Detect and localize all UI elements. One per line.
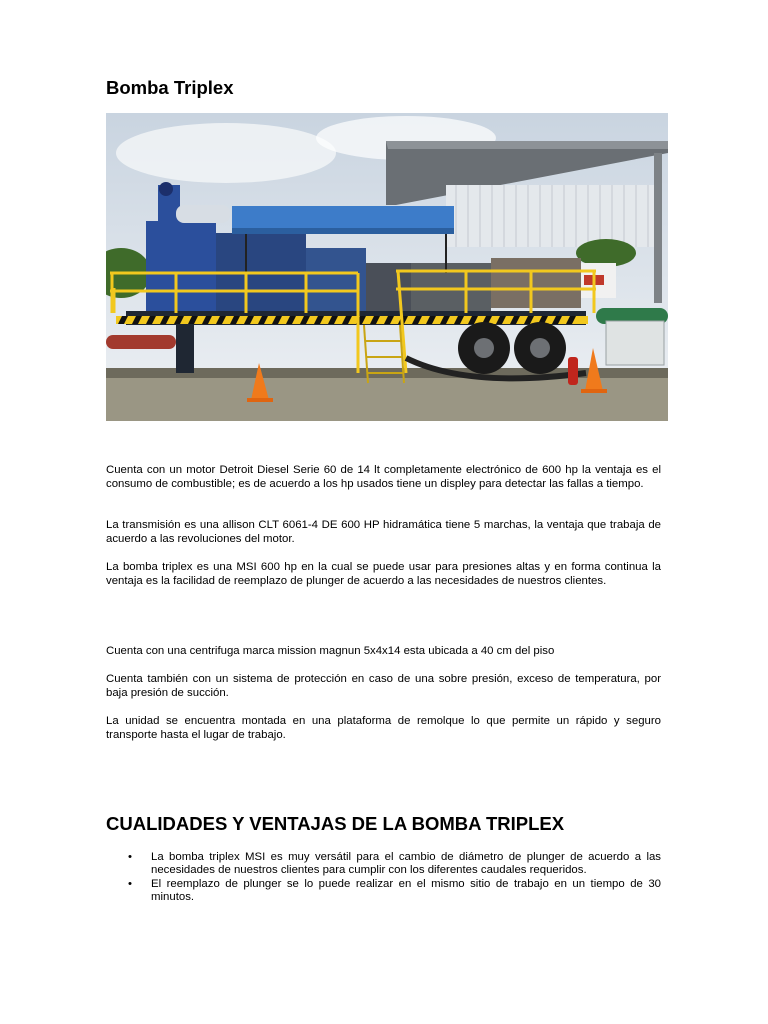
list-item — [106, 878, 661, 905]
section-heading: CUALIDADES Y VENTAJAS DE LA BOMBA TRIPLEX — [106, 813, 565, 834]
pump-unit-photo — [106, 113, 668, 421]
bullet-icon: • — [128, 877, 132, 890]
page-title: Bomba Triplex — [106, 77, 234, 98]
paragraph-triplex-pump: La bomba triplex es una MSI 600 hp en la cual se puede usar para presiones altas y en forma continua la ventaja es la facilidad de reemplazo de plunger de acuerdo a las necesidades de nuestros clientes. — [106, 561, 661, 587]
paragraph-engine: Cuenta con un motor Detroit Diesel Serie 60 de 14 lt completamente electrónico de 600 hp la ventaja es el consumo de combustible; es de acuerdo a los hp usados tiene un displey para detectar las fallas a tiempo. — [106, 464, 661, 490]
paragraph-trailer: La unidad se encuentra montada en una plataforma de remolque lo que permite un rápido y seguro transporte hasta el lugar de trabajo. — [106, 715, 661, 741]
list-item-text: La bomba triplex MSI es muy versátil para el cambio de diámetro de plunger de acuerdo a las necesidades de nuestros clientes para cumplir con los diferentes caudales requeridos. — [151, 851, 661, 877]
bullet-icon: • — [128, 851, 132, 863]
paragraph-centrifuge: Cuenta con una centrifuga marca mission magnun 5x4x14 esta ubicada a 40 cm del piso — [106, 645, 555, 657]
list-item-text: El reemplazo de plunger se lo puede realizar en el mismo sitio de trabajo en un tiempo de 30 minutos. — [151, 877, 661, 904]
paragraph-transmission: La transmisión es una allison CLT 6061-4 DE 600 HP hidramática tiene 5 marchas, la ventaja que trabaja de acuerdo a las revoluciones del motor. — [106, 519, 661, 545]
advantages-list — [106, 851, 661, 905]
paragraph-protection: Cuenta también con un sistema de protección en caso de una sobre presión, exceso de temperatura, por baja presión de succión. — [106, 673, 661, 699]
list-item — [106, 851, 661, 878]
